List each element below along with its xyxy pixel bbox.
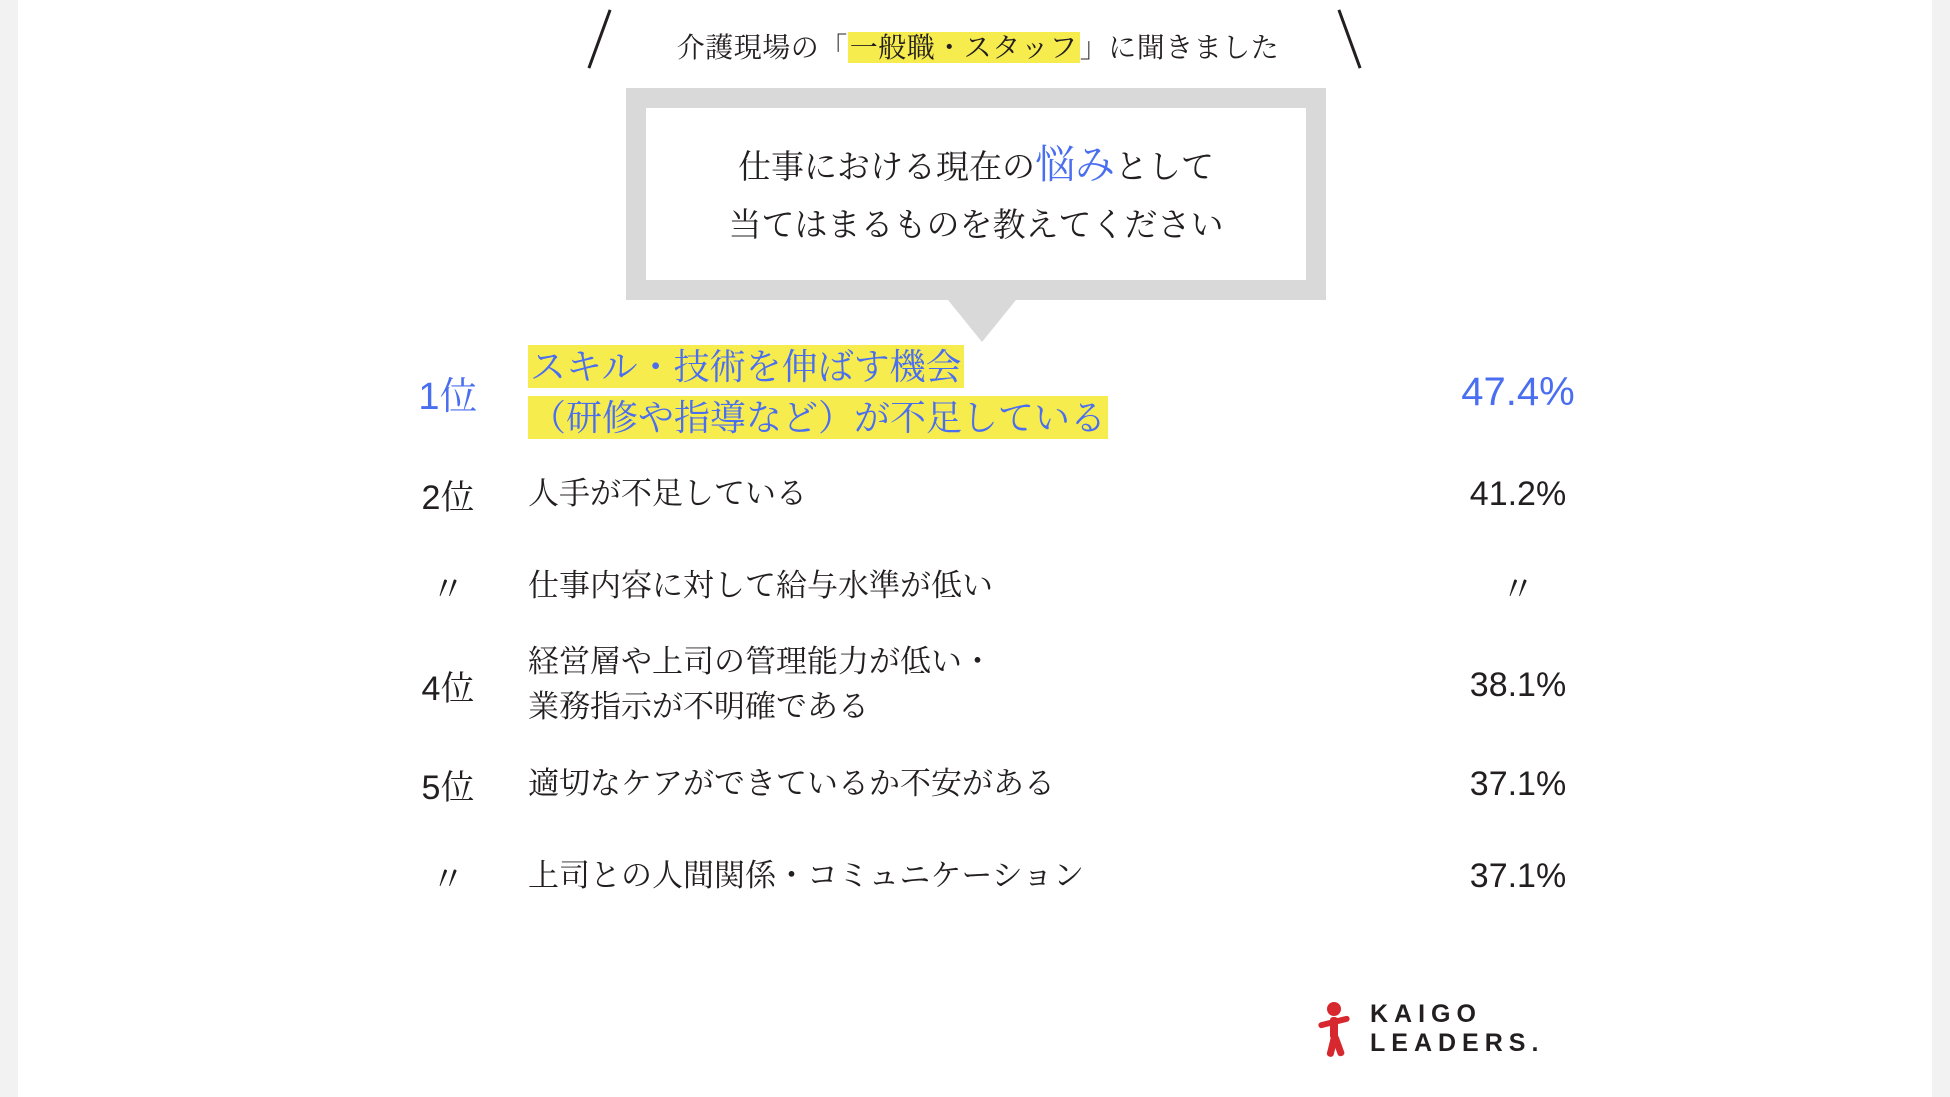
- percent-value: 37.1%: [1469, 856, 1567, 895]
- table-row: [388, 540, 1618, 632]
- item-label-line-1: スキル・技術を伸ばす機会: [530, 345, 962, 387]
- brand-logo: [1318, 1000, 1544, 1058]
- question-balloon-inner: [646, 108, 1306, 280]
- logo-line-2: LEADERS.: [1370, 1028, 1545, 1057]
- item-label-line-1: 経営層や上司の管理能力が低い・: [528, 644, 993, 680]
- left-edge-band: [0, 0, 18, 1097]
- rank-label: 〃: [431, 570, 465, 609]
- table-row: [388, 448, 1618, 540]
- logo-text: [1370, 1000, 1544, 1058]
- logo-line-1: KAIGO: [1370, 1000, 1482, 1028]
- question-line-2: 当てはまるものを教えてください: [728, 206, 1224, 243]
- kicker-highlight: 一般職・スタッフ: [849, 32, 1078, 63]
- table-row: [388, 632, 1618, 738]
- table-row: [388, 738, 1618, 830]
- kicker-text: [677, 26, 1280, 66]
- rank-label: 1位: [418, 375, 478, 418]
- item-label-line-2: 業務指示が不明確である: [528, 689, 869, 724]
- rank-label: 5位: [421, 768, 475, 807]
- percent-value: 37.1%: [1469, 764, 1567, 803]
- item-label: 仕事内容に対して給与水準が低い: [528, 567, 993, 603]
- item-label: 適切なケアができているか不安がある: [528, 765, 1055, 801]
- kicker-prefix: 介護現場の「: [676, 32, 848, 63]
- right-edge-band: [1932, 0, 1950, 1097]
- percent-value: 41.2%: [1469, 474, 1567, 513]
- table-row: [388, 830, 1618, 922]
- person-figure-icon: [1318, 1001, 1354, 1057]
- kicker: [578, 18, 1378, 74]
- table-row: [388, 336, 1618, 448]
- question-line-1: [656, 132, 1296, 198]
- rank-label: 2位: [421, 478, 475, 517]
- rank-label: 〃: [431, 860, 465, 899]
- item-label: 人手が不足している: [528, 475, 807, 511]
- item-label: 上司との人間関係・コミュニケーション: [528, 857, 1085, 893]
- percent-value: 〃: [1501, 570, 1535, 609]
- percent-value: 47.4%: [1461, 369, 1575, 414]
- rank-label: 4位: [421, 669, 475, 708]
- item-label-line-2: （研修や指導など）が不足している: [530, 397, 1107, 438]
- percent-value: 38.1%: [1469, 665, 1567, 704]
- item-label: [508, 341, 1418, 443]
- question-line1-suffix: として: [1115, 148, 1214, 185]
- question-line1-prefix: 仕事における現在の: [738, 148, 1035, 185]
- ranking-list: [388, 336, 1618, 922]
- question-balloon: [626, 88, 1326, 300]
- slide-canvas: [18, 0, 1932, 1097]
- item-label: [508, 640, 1418, 730]
- kicker-suffix: 」に聞きました: [1079, 32, 1280, 63]
- question-accent-word: 悩み: [1035, 143, 1115, 187]
